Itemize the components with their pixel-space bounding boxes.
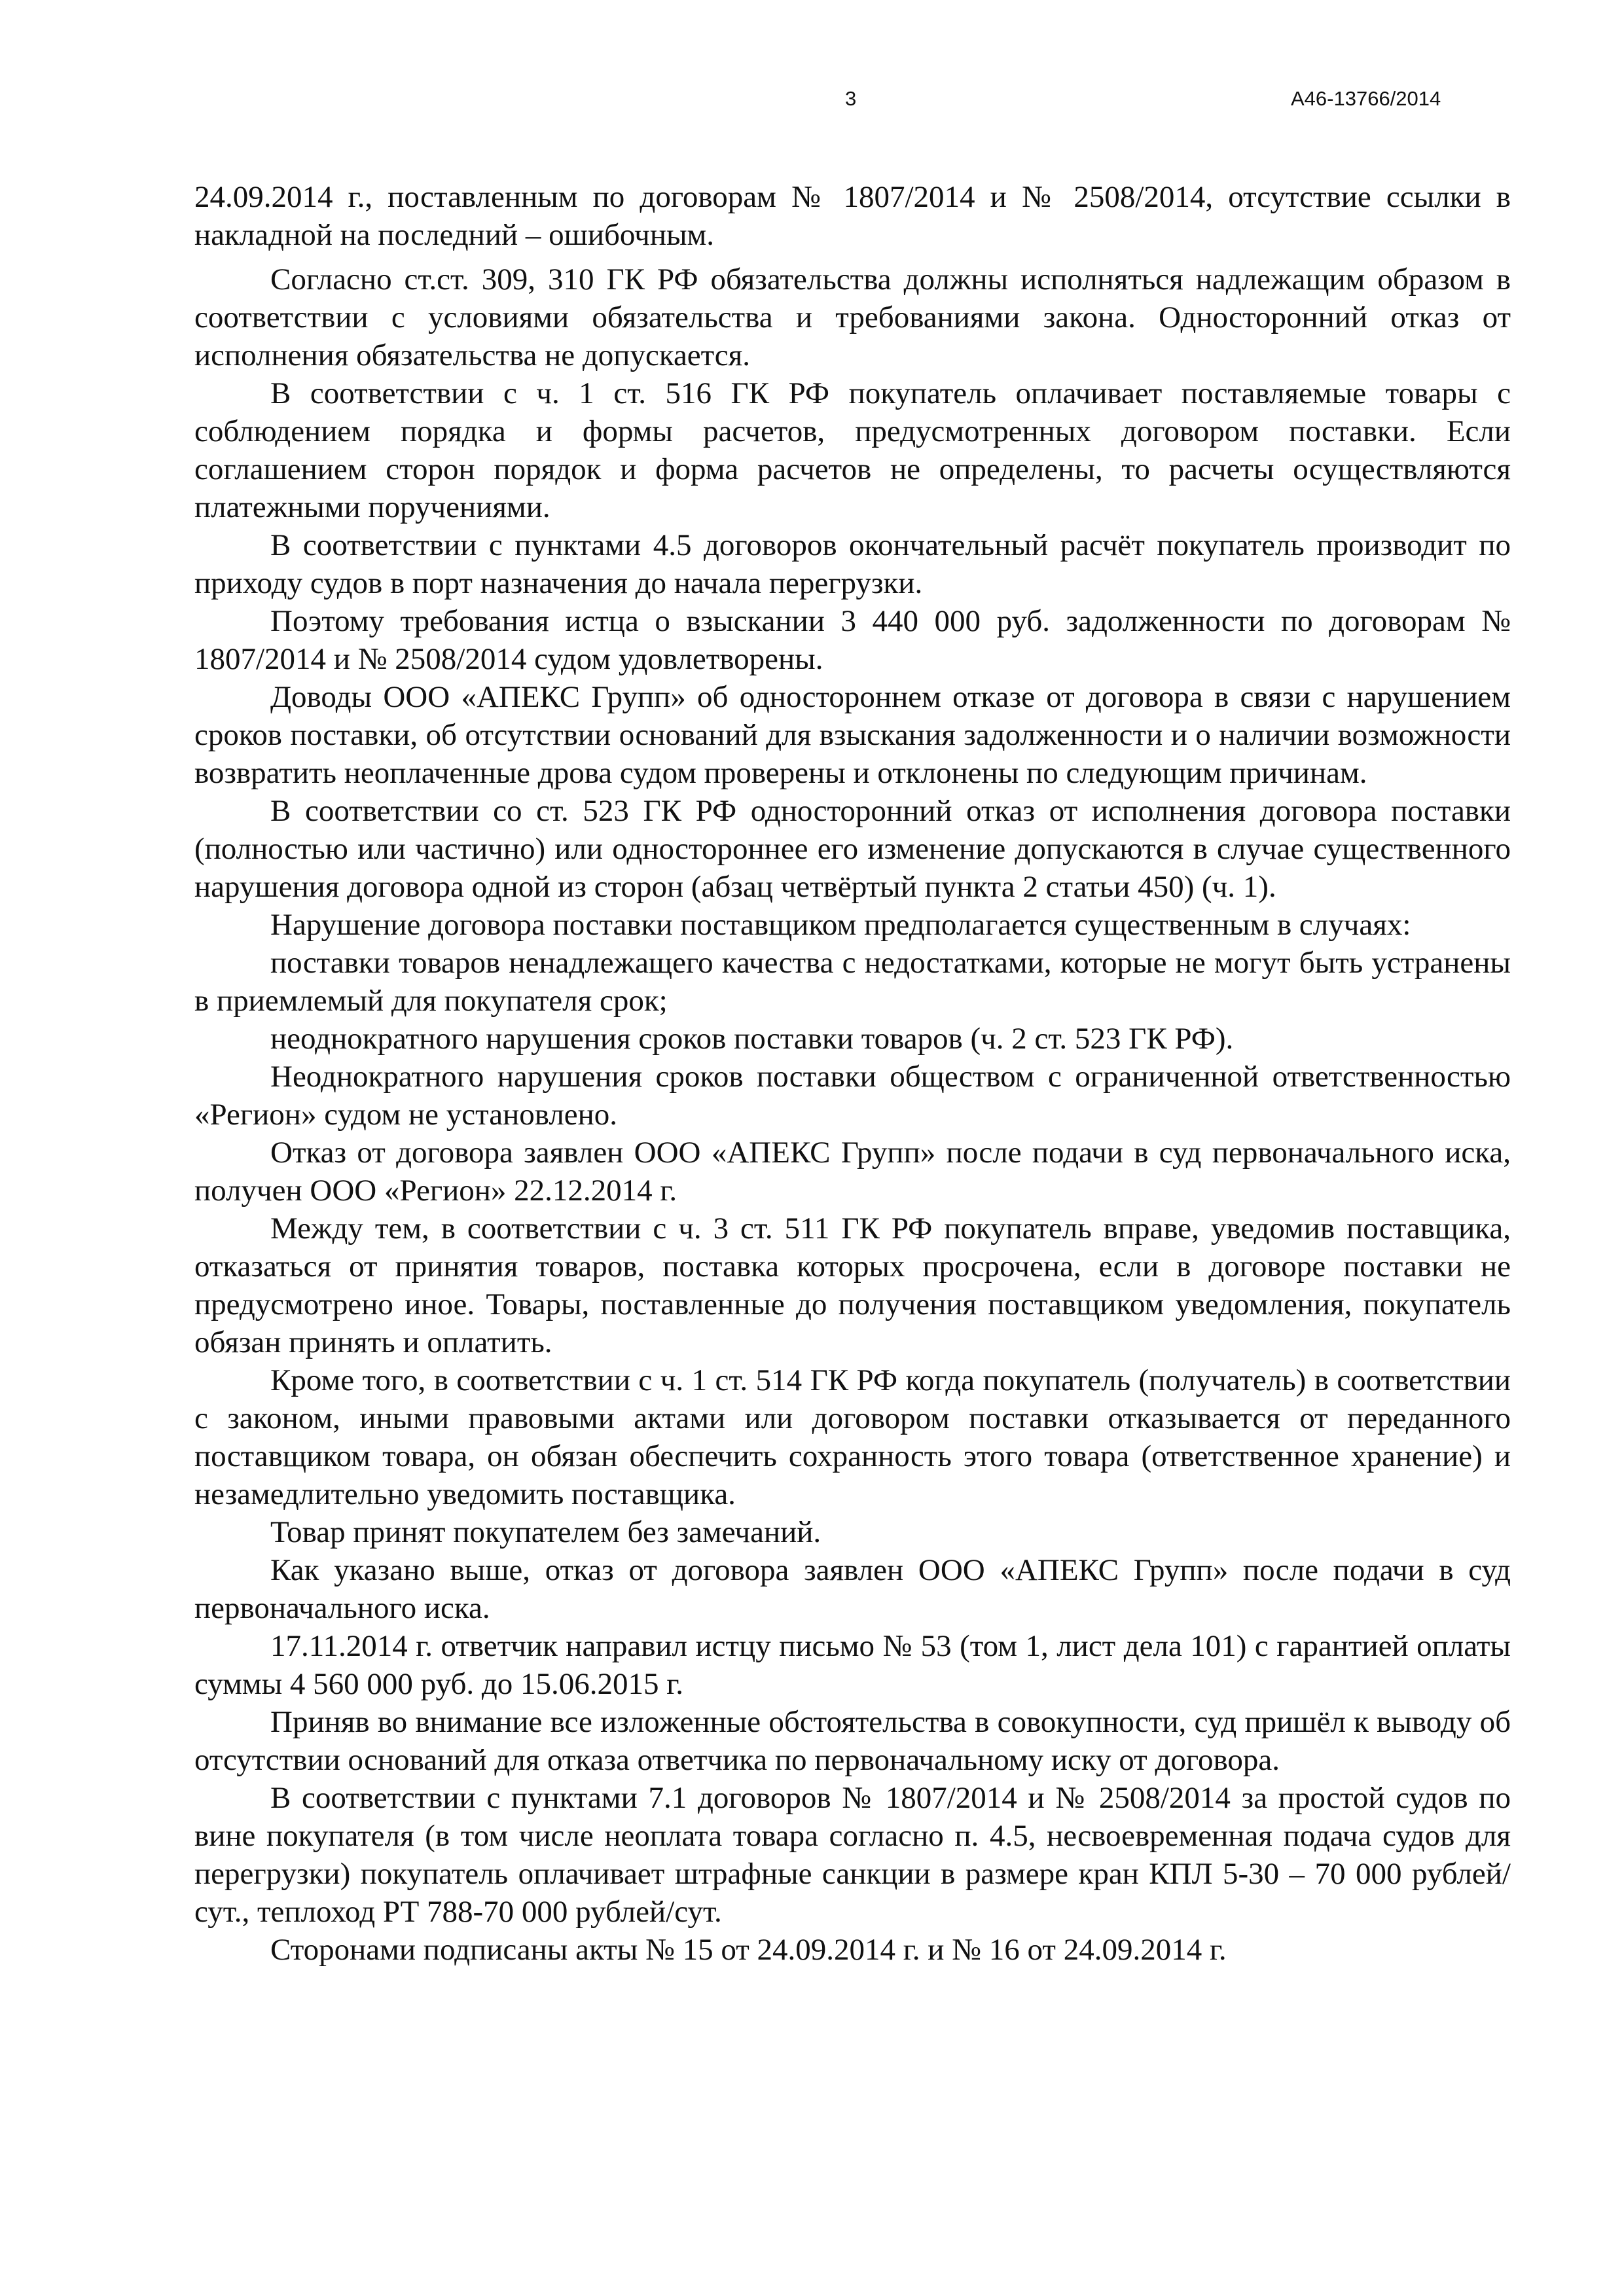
paragraph: Между тем, в соответствии с ч. 3 ст. 511 ГК РФ покупатель вправе, уведомив поставщика, отказаться от принятия товаров, поставка которых просрочена, если в договоре поставки не предусмотрено иное. Товары, поставленные до получения поставщиком уведомления, покупатель обязан принять и оплатить. <box>194 1211 1511 1359</box>
paragraph: 17.11.2014 г. ответчик направил истцу письмо № 53 (том 1, лист дела 101) с гарантией оплаты суммы 4 560 000 руб. до 15.06.2015 г. <box>194 1629 1511 1701</box>
paragraph: Поэтому требования истца о взыскании 3 440 000 руб. задолженности по договорам № 1807/2014 и № 2508/2014 судом удовлетворены. <box>194 604 1511 676</box>
paragraph: В соответствии с пунктами 7.1 договоров № 1807/2014 и № 2508/2014 за простой судов по вине покупателя (в том числе неоплата товара согласно п. 4.5, несвоевременная подача судов для перегрузки) покупатель оплачивает штрафные санкции в размере кран КПЛ 5-30 – 70 000 рублей/сут., теплоход РТ 788-70 000 рублей/сут. <box>194 1781 1511 1929</box>
paragraph: Сторонами подписаны акты № 15 от 24.09.2014 г. и № 16 от 24.09.2014 г. <box>270 1933 1227 1967</box>
paragraph: Согласно ст.ст. 309, 310 ГК РФ обязательства должны исполняться надлежащим образом в соответствии с условиями обязательства и требованиями закона. Односторонний отказ от исполнения обязательства не допускается. <box>194 262 1511 372</box>
paragraph: Приняв во внимание все изложенные обстоятельства в совокупности, суд пришёл к выводу об отсутствии оснований для отказа ответчика по первоначальному иску от договора. <box>194 1705 1511 1777</box>
document-body <box>194 178 1511 1969</box>
paragraph: В соответствии с ч. 1 ст. 516 ГК РФ покупатель оплачивает поставляемые товары с соблюдением порядка и формы расчетов, предусмотренных договором поставки. Если соглашением сторон порядок и форма расчетов не определены, то расчеты осуществляются платежными поручениями. <box>194 376 1511 524</box>
paragraph: Нарушение договора поставки поставщиком предполагается существенным в случаях: <box>270 908 1411 942</box>
paragraph: поставки товаров ненадлежащего качества с недостатками, которые не могут быть устранены в приемлемый для покупателя срок; <box>194 946 1511 1018</box>
paragraph: Отказ от договора заявлен ООО «АПЕКС Групп» после подачи в суд первоначального иска, получен ООО «Регион» 22.12.2014 г. <box>194 1136 1511 1208</box>
page-header <box>0 87 1624 120</box>
paragraph: неоднократного нарушения сроков поставки товаров (ч. 2 ст. 523 ГК РФ). <box>270 1022 1234 1056</box>
paragraph: Кроме того, в соответствии с ч. 1 ст. 514 ГК РФ когда покупатель (получатель) в соответствии с законом, иными правовыми актами или договором поставки отказывается от переданного поставщиком товара, он обязан обеспечить сохранность этого товара (ответственное хранение) и незамедлительно уведомить поставщика. <box>194 1363 1511 1511</box>
paragraph: Неоднократного нарушения сроков поставки обществом с ограниченной ответственностью «Регион» судом не установлено. <box>194 1060 1511 1132</box>
paragraph: Как указано выше, отказ от договора заявлен ООО «АПЕКС Групп» после подачи в суд первоначального иска. <box>194 1553 1511 1625</box>
case-number: А46-13766/2014 <box>1291 87 1441 110</box>
paragraph: Товар принят покупателем без замечаний. <box>270 1515 821 1549</box>
paragraph: Доводы ООО «АПЕКС Групп» об одностороннем отказе от договора в связи с нарушением сроков поставки, об отсутствии оснований для взыскания задолженности и о наличии возможности возвратить неоплаченные дрова судом проверены и отклонены по следующим причинам. <box>194 680 1511 790</box>
paragraph: 24.09.2014 г., поставленным по договорам № 1807/2014 и № 2508/2014, отсутствие ссылки в накладной на последний – ошибочным. <box>194 180 1511 252</box>
page-number: 3 <box>845 87 857 110</box>
paragraph: В соответствии с пунктами 4.5 договоров окончательный расчёт покупатель производит по приходу судов в порт назначения до начала перегрузки. <box>194 528 1511 600</box>
paragraph: В соответствии со ст. 523 ГК РФ односторонний отказ от исполнения договора поставки (полностью или частично) или одностороннее его изменение допускаются в случае существенного нарушения договора одной из сторон (абзац четвёртый пункта 2 статьи 450) (ч. 1). <box>194 794 1511 904</box>
